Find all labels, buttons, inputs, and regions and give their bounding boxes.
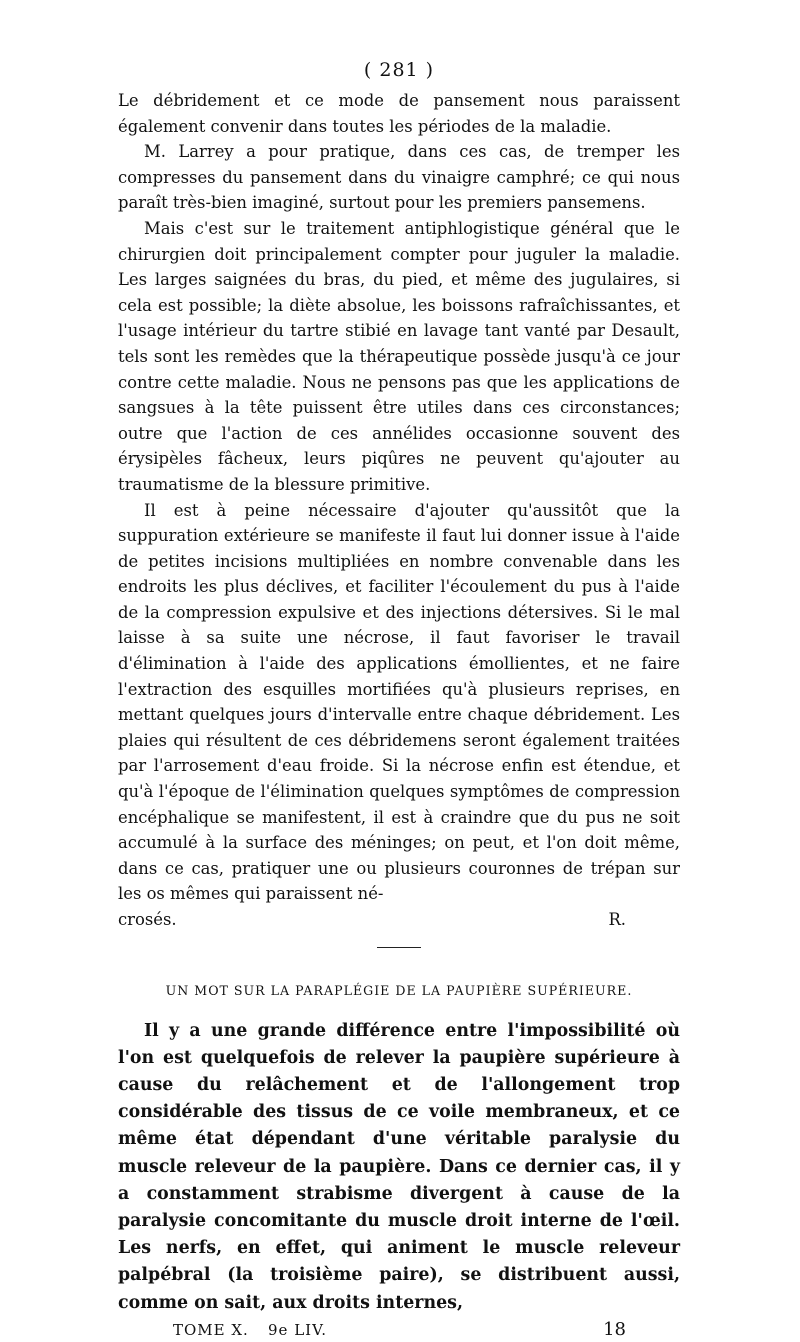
page-footer bbox=[118, 1318, 680, 1342]
paragraph-1: Le débridement et ce mode de pansement nous paraissent également convenir dans toutes les périodes de la maladie. bbox=[118, 91, 680, 136]
closing-word: crosés. bbox=[118, 910, 177, 929]
section-title: UN MOT SUR LA PARAPLÉGIE DE LA PAUPIÈRE SUPÉRIEURE. bbox=[165, 982, 633, 998]
paragraph-3: Mais c'est sur le traitement antiphlogistique général que le chirurgien doit principalement compter pour juguler la maladie. Les larges saignées du bras, du pied, et même des jugulaires, si cela est possible; la diète absolue, les boissons rafraîchissantes, et l'usage intérieur du tartre stibié en lavage tant vanté par Desault, tels sont les remèdes que la thérapeutique possède jusqu'à ce jour contre cette maladie. Nous ne pensons pas que les applications de sangsues à la tête puissent être utiles dans ces circonstances; outre que l'action de ces annélides occasionne souvent des érysipèles fâcheux, leurs piqûres ne peuvent qu'ajouter au traumatisme de la blessure primitive. bbox=[118, 218, 680, 494]
paragraph-2: M. Larrey a pour pratique, dans ces cas, de tremper les compresses du pansement dans du vinaigre camphré; ce qui nous paraît très-bien imaginé, surtout pour les premiers pansemens. bbox=[118, 142, 680, 213]
section-paragraph: Il y a une grande différence entre l'impossibilité où l'on est quelquefois de relever la paupière supérieure à cause du relâchement et de l'allongement trop considérable des tissus de ce voile membraneux, et ce même état dépendant d'une véritable paralysie du muscle releveur de la paupière. Dans ce dernier cas, il y a constamment strabisme divergent à cause de la paralysie concomitante du muscle droit interne de l'œil. Les nerfs, en effet, qui animent le muscle releveur palpébral (la troisième paire), se distribuent aussi, comme on sait, aux droits internes, bbox=[118, 1020, 680, 1313]
footer-signature: 18 bbox=[603, 1318, 626, 1340]
section-divider bbox=[377, 947, 421, 948]
footer-tome: TOME X. bbox=[173, 1320, 249, 1339]
author-initial: R. bbox=[608, 910, 626, 929]
page-number: ( 281 ) bbox=[363, 59, 435, 81]
book-page bbox=[118, 58, 680, 1340]
footer-livraison: 9e LIV. bbox=[268, 1320, 328, 1339]
closing-line bbox=[118, 907, 680, 933]
paragraph-4: Il est à peine nécessaire d'ajouter qu'aussitôt que la suppuration extérieure se manifeste il faut lui donner issue à l'aide de petites incisions multipliées en nombre convenable dans les endroits les plus déclives, et faciliter l'écoulement du pus à l'aide de la compression expulsive et des injections détersives. Si le mal laisse à sa suite une nécrose, il faut favoriser le travail d'élimination à l'aide des applications émollientes, et ne faire l'extraction des esquilles mortifiées qu'à plusieurs reprises, en mettant quelques jours d'intervalle entre chaque débridement. Les plaies qui résultent de ces débridemens seront également traitées par l'arrosement d'eau froide. Si la nécrose enfin est étendue, et qu'à l'époque de l'élimination quelques symptômes de compression encéphalique se manifestent, il est à craindre que du pus ne soit accumulé à la surface des méninges; on peut, et l'on doit même, dans ce cas, pratiquer une ou plusieurs couronnes de trépan sur les os mêmes qui paraissent né- bbox=[118, 500, 680, 904]
section-body bbox=[118, 1018, 680, 1317]
